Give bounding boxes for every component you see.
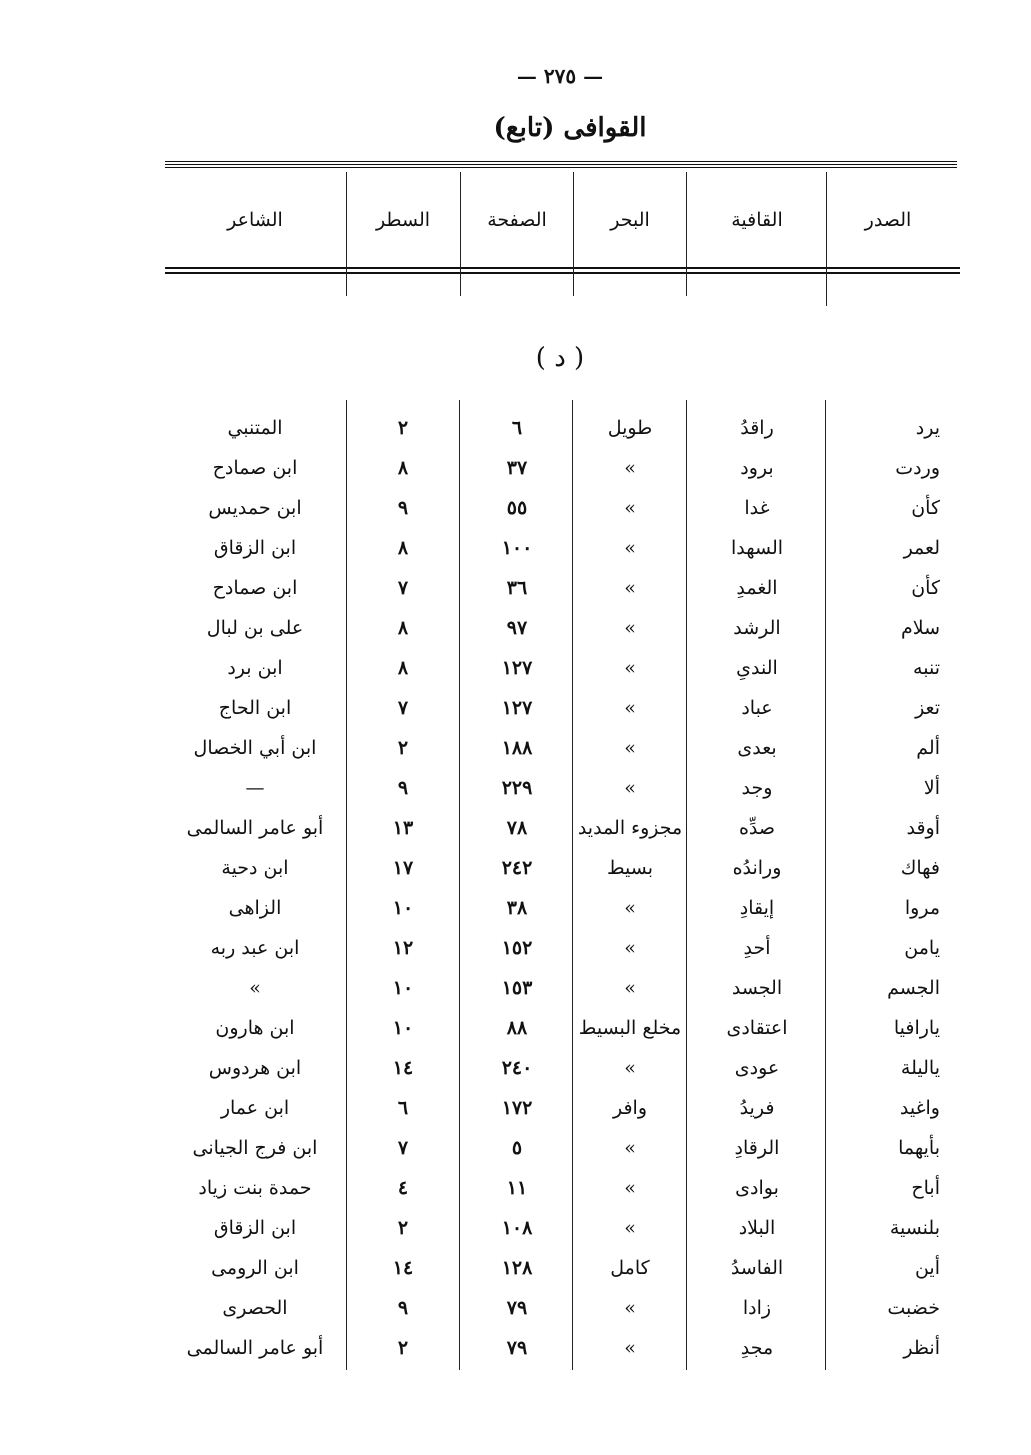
bahr-cell: » <box>624 577 636 599</box>
qafiya-cell: الندىِ <box>736 657 778 679</box>
sadr-cell: لعمر <box>903 537 940 559</box>
line-cell: ١٠ <box>392 1017 414 1039</box>
section-letter: ( د ) <box>535 343 585 373</box>
page-cell: ١٥٣ <box>501 977 533 999</box>
page-cell: ١٠٠ <box>501 537 533 559</box>
header-divider <box>686 172 687 296</box>
bahr-cell: » <box>624 1217 636 1239</box>
poet-cell: ابن أبي الخصال <box>193 737 317 759</box>
poet-cell: ابن دحية <box>221 857 289 879</box>
bahr-cell: بسيط <box>606 857 653 879</box>
qafiya-cell: السهدا <box>730 537 784 559</box>
poet-cell: ابن الرومى <box>211 1257 299 1279</box>
line-cell: ٧ <box>397 1137 409 1159</box>
sadr-cell: خضبت <box>887 1297 940 1319</box>
poet-cell: أبو عامر السالمى <box>186 1337 324 1359</box>
bahr-cell: وافر <box>612 1097 648 1119</box>
sadr-cell: ألم <box>916 737 940 759</box>
table-row <box>165 1248 960 1288</box>
page-cell: ٥ <box>511 1137 523 1159</box>
table-row <box>165 448 960 488</box>
bahr-cell: » <box>624 897 636 919</box>
line-cell: ٨ <box>397 657 409 679</box>
page-cell: ٢٤٢ <box>501 857 533 879</box>
qafiya-cell: زادا <box>742 1297 772 1319</box>
sadr-cell: ألا <box>923 777 940 799</box>
line-cell: ٧ <box>397 697 409 719</box>
poet-cell: ابن فرج الجيانى <box>192 1137 318 1159</box>
sadr-cell: يرد <box>915 417 940 439</box>
table-row <box>165 408 960 448</box>
qafiya-cell: برود <box>740 457 774 479</box>
page-cell: ٥٥ <box>506 497 528 519</box>
qafiya-cell: عباد <box>741 697 773 719</box>
poet-cell: ابن صمادح <box>212 577 298 599</box>
bahr-cell: مخلع البسيط <box>578 1017 682 1039</box>
poet-cell: » <box>249 977 261 999</box>
line-cell: ٨ <box>397 537 409 559</box>
table-row <box>165 1288 960 1328</box>
table-row <box>165 1328 960 1368</box>
header-top-rule-2 <box>165 164 957 165</box>
poet-cell: ابن الزقاق <box>213 537 297 559</box>
sadr-cell: تعز <box>915 697 940 719</box>
page-cell: ٦ <box>511 417 523 439</box>
page-cell: ١٢٧ <box>501 657 533 679</box>
page-cell: ٩٧ <box>506 617 528 639</box>
header-top-rule-3 <box>165 167 957 168</box>
line-cell: ٨ <box>397 457 409 479</box>
poet-cell: حمدة بنت زياد <box>198 1177 312 1199</box>
sadr-cell: يامن <box>904 937 940 959</box>
poet-cell: ابن عبد ربه <box>210 937 300 959</box>
header-satr: السطر <box>375 209 431 231</box>
page-cell: ١٧٢ <box>501 1097 533 1119</box>
sadr-cell: بأيهما <box>898 1137 940 1159</box>
qafiya-cell: الرقادِ <box>734 1137 780 1159</box>
line-cell: ٢ <box>397 1337 409 1359</box>
line-cell: ٢ <box>397 1217 409 1239</box>
table-row <box>165 848 960 888</box>
header-bottom-rule-2 <box>165 272 960 274</box>
table-row <box>165 1208 960 1248</box>
bahr-cell: كامل <box>610 1257 650 1279</box>
line-cell: ٢ <box>397 417 409 439</box>
table-row <box>165 888 960 928</box>
line-cell: ١٣ <box>392 817 414 839</box>
line-cell: ٩ <box>397 777 409 799</box>
qafiya-cell: صدِّه <box>738 817 776 839</box>
table-row <box>165 488 960 528</box>
poet-cell: ابن برد <box>227 657 283 679</box>
poet-cell: — <box>245 777 265 799</box>
bahr-cell: » <box>624 697 636 719</box>
line-cell: ١٠ <box>392 977 414 999</box>
header-divider <box>573 172 574 296</box>
header-top-rule-1 <box>165 161 957 162</box>
qafiya-cell: البلاد <box>738 1217 776 1239</box>
poet-cell: ابن الحاج <box>218 697 292 719</box>
bahr-cell: » <box>624 1177 636 1199</box>
line-cell: ١٧ <box>392 857 414 879</box>
sadr-cell: سلام <box>900 617 940 639</box>
page-cell: ١٢٧ <box>501 697 533 719</box>
bahr-cell: » <box>624 457 636 479</box>
bahr-cell: » <box>624 1137 636 1159</box>
qafiya-cell: غدا <box>744 497 770 519</box>
line-cell: ٤ <box>397 1177 409 1199</box>
page-cell: ٢٢٩ <box>501 777 533 799</box>
table-row <box>165 808 960 848</box>
sadr-cell: كأن <box>911 497 940 519</box>
poet-cell: ابن الزقاق <box>213 1217 297 1239</box>
qafiya-cell: أحدِ <box>743 937 771 959</box>
page-cell: ٧٩ <box>506 1337 528 1359</box>
poet-cell: ابن صمادح <box>212 457 298 479</box>
poet-cell: ابن هارون <box>215 1017 295 1039</box>
line-cell: ٨ <box>397 617 409 639</box>
poet-cell: الحصرى <box>222 1297 288 1319</box>
page-cell: ١٢٨ <box>501 1257 533 1279</box>
bahr-cell: مجزوء المديد <box>577 817 683 839</box>
page-cell: ٣٧ <box>506 457 528 479</box>
header-sadr: الصدر <box>864 209 912 231</box>
sadr-cell: كأن <box>911 577 940 599</box>
bahr-cell: » <box>624 777 636 799</box>
bahr-cell: » <box>624 537 636 559</box>
page-cell: ٣٦ <box>506 577 528 599</box>
qafiya-cell: بعدى <box>737 737 777 759</box>
poet-cell: الزاهى <box>228 897 282 919</box>
table-row <box>165 568 960 608</box>
bahr-cell: طويل <box>607 417 653 439</box>
sadr-cell: واغيد <box>899 1097 940 1119</box>
qafiya-cell: الرشد <box>733 617 781 639</box>
table-row <box>165 1168 960 1208</box>
table-row <box>165 1048 960 1088</box>
table-row <box>165 768 960 808</box>
page-cell: ١٠٨ <box>501 1217 533 1239</box>
line-cell: ٦ <box>397 1097 409 1119</box>
bahr-cell: » <box>624 937 636 959</box>
poet-cell: ابن هردوس <box>208 1057 302 1079</box>
bahr-cell: » <box>624 977 636 999</box>
line-cell: ٩ <box>397 497 409 519</box>
page-cell: ١١ <box>506 1177 528 1199</box>
table-row <box>165 688 960 728</box>
bahr-cell: » <box>624 657 636 679</box>
page-title: (تابع) القوافى <box>493 113 647 143</box>
table-row <box>165 968 960 1008</box>
qafiya-cell: وراندُه <box>732 857 782 879</box>
sadr-cell: مروا <box>904 897 940 919</box>
page-cell: ٧٨ <box>506 817 528 839</box>
page-cell: ٣٨ <box>506 897 528 919</box>
qafiya-cell: الجسد <box>731 977 783 999</box>
page-cell: ١٥٢ <box>501 937 533 959</box>
table-row <box>165 648 960 688</box>
table-row <box>165 728 960 768</box>
header-bahr: البحر <box>610 209 650 231</box>
qafiya-cell: فريدُ <box>739 1097 775 1119</box>
line-cell: ٢ <box>397 737 409 759</box>
qafiya-cell: عودى <box>734 1057 780 1079</box>
poet-cell: على بن لبال <box>206 617 304 639</box>
bahr-cell: » <box>624 737 636 759</box>
bahr-cell: » <box>624 1057 636 1079</box>
sadr-cell: بلنسية <box>889 1217 940 1239</box>
line-cell: ١٠ <box>392 897 414 919</box>
qafiya-cell: الغمدِ <box>736 577 778 599</box>
page-cell: ٧٩ <box>506 1297 528 1319</box>
bahr-cell: » <box>624 1297 636 1319</box>
qafiya-cell: وجد <box>741 777 773 799</box>
poet-cell: ابن عمار <box>220 1097 290 1119</box>
sadr-cell: أين <box>914 1257 940 1279</box>
line-cell: ٩ <box>397 1297 409 1319</box>
qafiya-cell: بوادى <box>735 1177 779 1199</box>
qafiya-cell: اعتقادى <box>726 1017 788 1039</box>
sadr-cell: ياليلة <box>900 1057 940 1079</box>
line-cell: ١٤ <box>392 1257 414 1279</box>
header-divider <box>826 172 827 306</box>
sadr-cell: تنبه <box>913 657 940 679</box>
page-cell: ٢٤٠ <box>501 1057 533 1079</box>
page-cell: ٨٨ <box>506 1017 528 1039</box>
bahr-cell: » <box>624 497 636 519</box>
qafiya-cell: الفاسدُ <box>730 1257 784 1279</box>
sadr-cell: أوقد <box>906 817 940 839</box>
poet-cell: ابن حمديس <box>208 497 302 519</box>
table-row <box>165 1088 960 1128</box>
sadr-cell: الجسم <box>887 977 940 999</box>
table-row <box>165 1128 960 1168</box>
table-row <box>165 1008 960 1048</box>
header-shair: الشاعر <box>227 209 283 231</box>
sadr-cell: أنظر <box>903 1337 940 1359</box>
page-cell: ١٨٨ <box>501 737 533 759</box>
qafiya-cell: مجدِ <box>740 1337 774 1359</box>
sadr-cell: فهاك <box>900 857 940 879</box>
bahr-cell: » <box>624 617 636 639</box>
line-cell: ١٢ <box>392 937 414 959</box>
qafiya-cell: راقدُ <box>740 417 774 439</box>
line-cell: ٧ <box>397 577 409 599</box>
table-row <box>165 608 960 648</box>
poet-cell: المتنبي <box>227 417 283 439</box>
header-bottom-rule-1 <box>165 267 960 269</box>
sadr-cell: يارافيا <box>893 1017 940 1039</box>
page-number: — ٢٧٥ — <box>516 64 604 88</box>
qafiya-cell: إيقادِ <box>739 897 775 919</box>
sadr-cell: أباح <box>911 1177 940 1199</box>
header-safha: الصفحة <box>487 209 547 231</box>
header-qafiya: القافية <box>731 209 783 231</box>
line-cell: ١٤ <box>392 1057 414 1079</box>
table-row <box>165 928 960 968</box>
sadr-cell: وردت <box>895 457 940 479</box>
bahr-cell: » <box>624 1337 636 1359</box>
poet-cell: أبو عامر السالمى <box>186 817 324 839</box>
table-row <box>165 528 960 568</box>
